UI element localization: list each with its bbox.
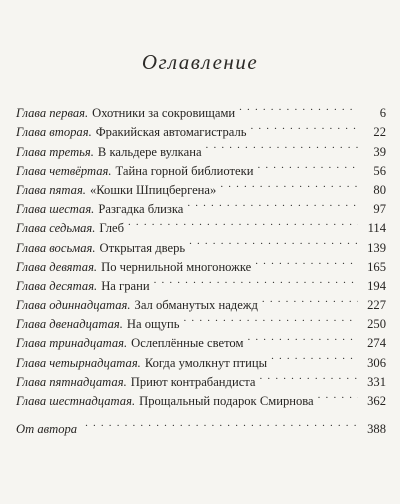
chapter-title: Глеб <box>99 221 125 236</box>
chapter-label: Глава девятая. <box>16 259 98 274</box>
page-number: 97 <box>373 202 386 217</box>
page-number: 274 <box>367 336 386 351</box>
page-number: 139 <box>367 240 386 255</box>
dot-leader <box>184 309 358 328</box>
page-number: 165 <box>367 259 386 274</box>
chapter-title: Зал обманутых надежд <box>134 298 258 313</box>
chapter-title: Приют контрабандиста <box>130 374 256 389</box>
dot-leader <box>128 213 358 232</box>
chapter-title: В кальдере вулкана <box>97 144 202 159</box>
page-number: 362 <box>367 394 386 408</box>
page-number: 22 <box>373 125 386 140</box>
dot-leader <box>262 290 358 309</box>
chapter-title: Фракийская автомагистраль <box>95 125 247 140</box>
chapter-title: На ощупь <box>126 317 180 332</box>
chapter-label: Глава первая. <box>16 106 89 121</box>
page-number: 306 <box>367 355 386 370</box>
dot-leader <box>220 175 358 194</box>
dot-leader <box>206 136 358 155</box>
chapter-label: Глава четырнадцатая. <box>16 355 141 370</box>
chapter-title: Когда умолкнут птицы <box>144 355 268 370</box>
chapter-label: Глава шестая. <box>16 202 95 217</box>
page-number: 6 <box>379 106 386 121</box>
toc-entry-afterword <box>16 414 386 437</box>
dot-leader <box>255 252 358 271</box>
dot-leader <box>260 367 358 386</box>
chapter-title: Открытая дверь <box>99 240 186 255</box>
dot-leader <box>187 194 358 213</box>
chapter-label: Глава вторая. <box>16 125 92 140</box>
table-of-contents <box>16 98 386 437</box>
chapter-label: Глава пятнадцатая. <box>16 374 127 389</box>
toc-entry-chapter-1 <box>16 98 386 121</box>
chapter-title: Разгадка близка <box>98 202 184 217</box>
dot-leader <box>154 271 358 290</box>
page-number: 388 <box>367 422 386 437</box>
chapter-label: Глава десятая. <box>16 278 98 293</box>
dot-leader <box>271 347 358 366</box>
chapter-title: На грани <box>101 278 150 293</box>
chapter-label: Глава пятая. <box>16 182 86 197</box>
chapter-label: Глава третья. <box>16 144 94 159</box>
page-number: 56 <box>373 163 386 178</box>
page-number: 80 <box>373 182 386 197</box>
chapter-title: Ослеплённые светом <box>131 336 244 351</box>
page-number: 250 <box>367 317 386 332</box>
chapter-title: По чернильной многоножке <box>101 259 252 274</box>
page-number: 194 <box>367 278 386 293</box>
chapter-title: Прощальный подарок Смирнова <box>139 394 314 408</box>
dot-leader <box>250 117 358 136</box>
chapter-label: Глава шестнадцатая. <box>16 394 136 408</box>
chapter-title: Тайна горной библиотеки <box>115 163 254 178</box>
page-number: 227 <box>367 298 386 313</box>
chapter-label: Глава четвёртая. <box>16 163 112 178</box>
chapter-label: Глава седьмая. <box>16 221 96 236</box>
page-number: 114 <box>367 221 386 236</box>
afterword-label: От автора <box>16 422 78 437</box>
dot-leader <box>247 328 358 347</box>
chapter-label: Глава восьмая. <box>16 240 96 255</box>
page-number: 331 <box>367 374 386 389</box>
chapter-title: «Кошки Шпицбергена» <box>89 182 217 197</box>
page-number: 39 <box>373 144 386 159</box>
dot-leader <box>189 232 358 251</box>
page-title: Оглавление <box>141 50 259 74</box>
chapter-title: Охотники за сокровищами <box>92 106 236 121</box>
chapter-label: Глава одиннадцатая. <box>16 298 131 313</box>
dot-leader <box>318 386 358 405</box>
chapter-label: Глава тринадцатая. <box>16 336 128 351</box>
dot-leader <box>85 414 358 433</box>
chapter-label: Глава двенадцатая. <box>16 317 123 332</box>
dot-leader <box>239 98 358 117</box>
dot-leader <box>257 156 358 175</box>
